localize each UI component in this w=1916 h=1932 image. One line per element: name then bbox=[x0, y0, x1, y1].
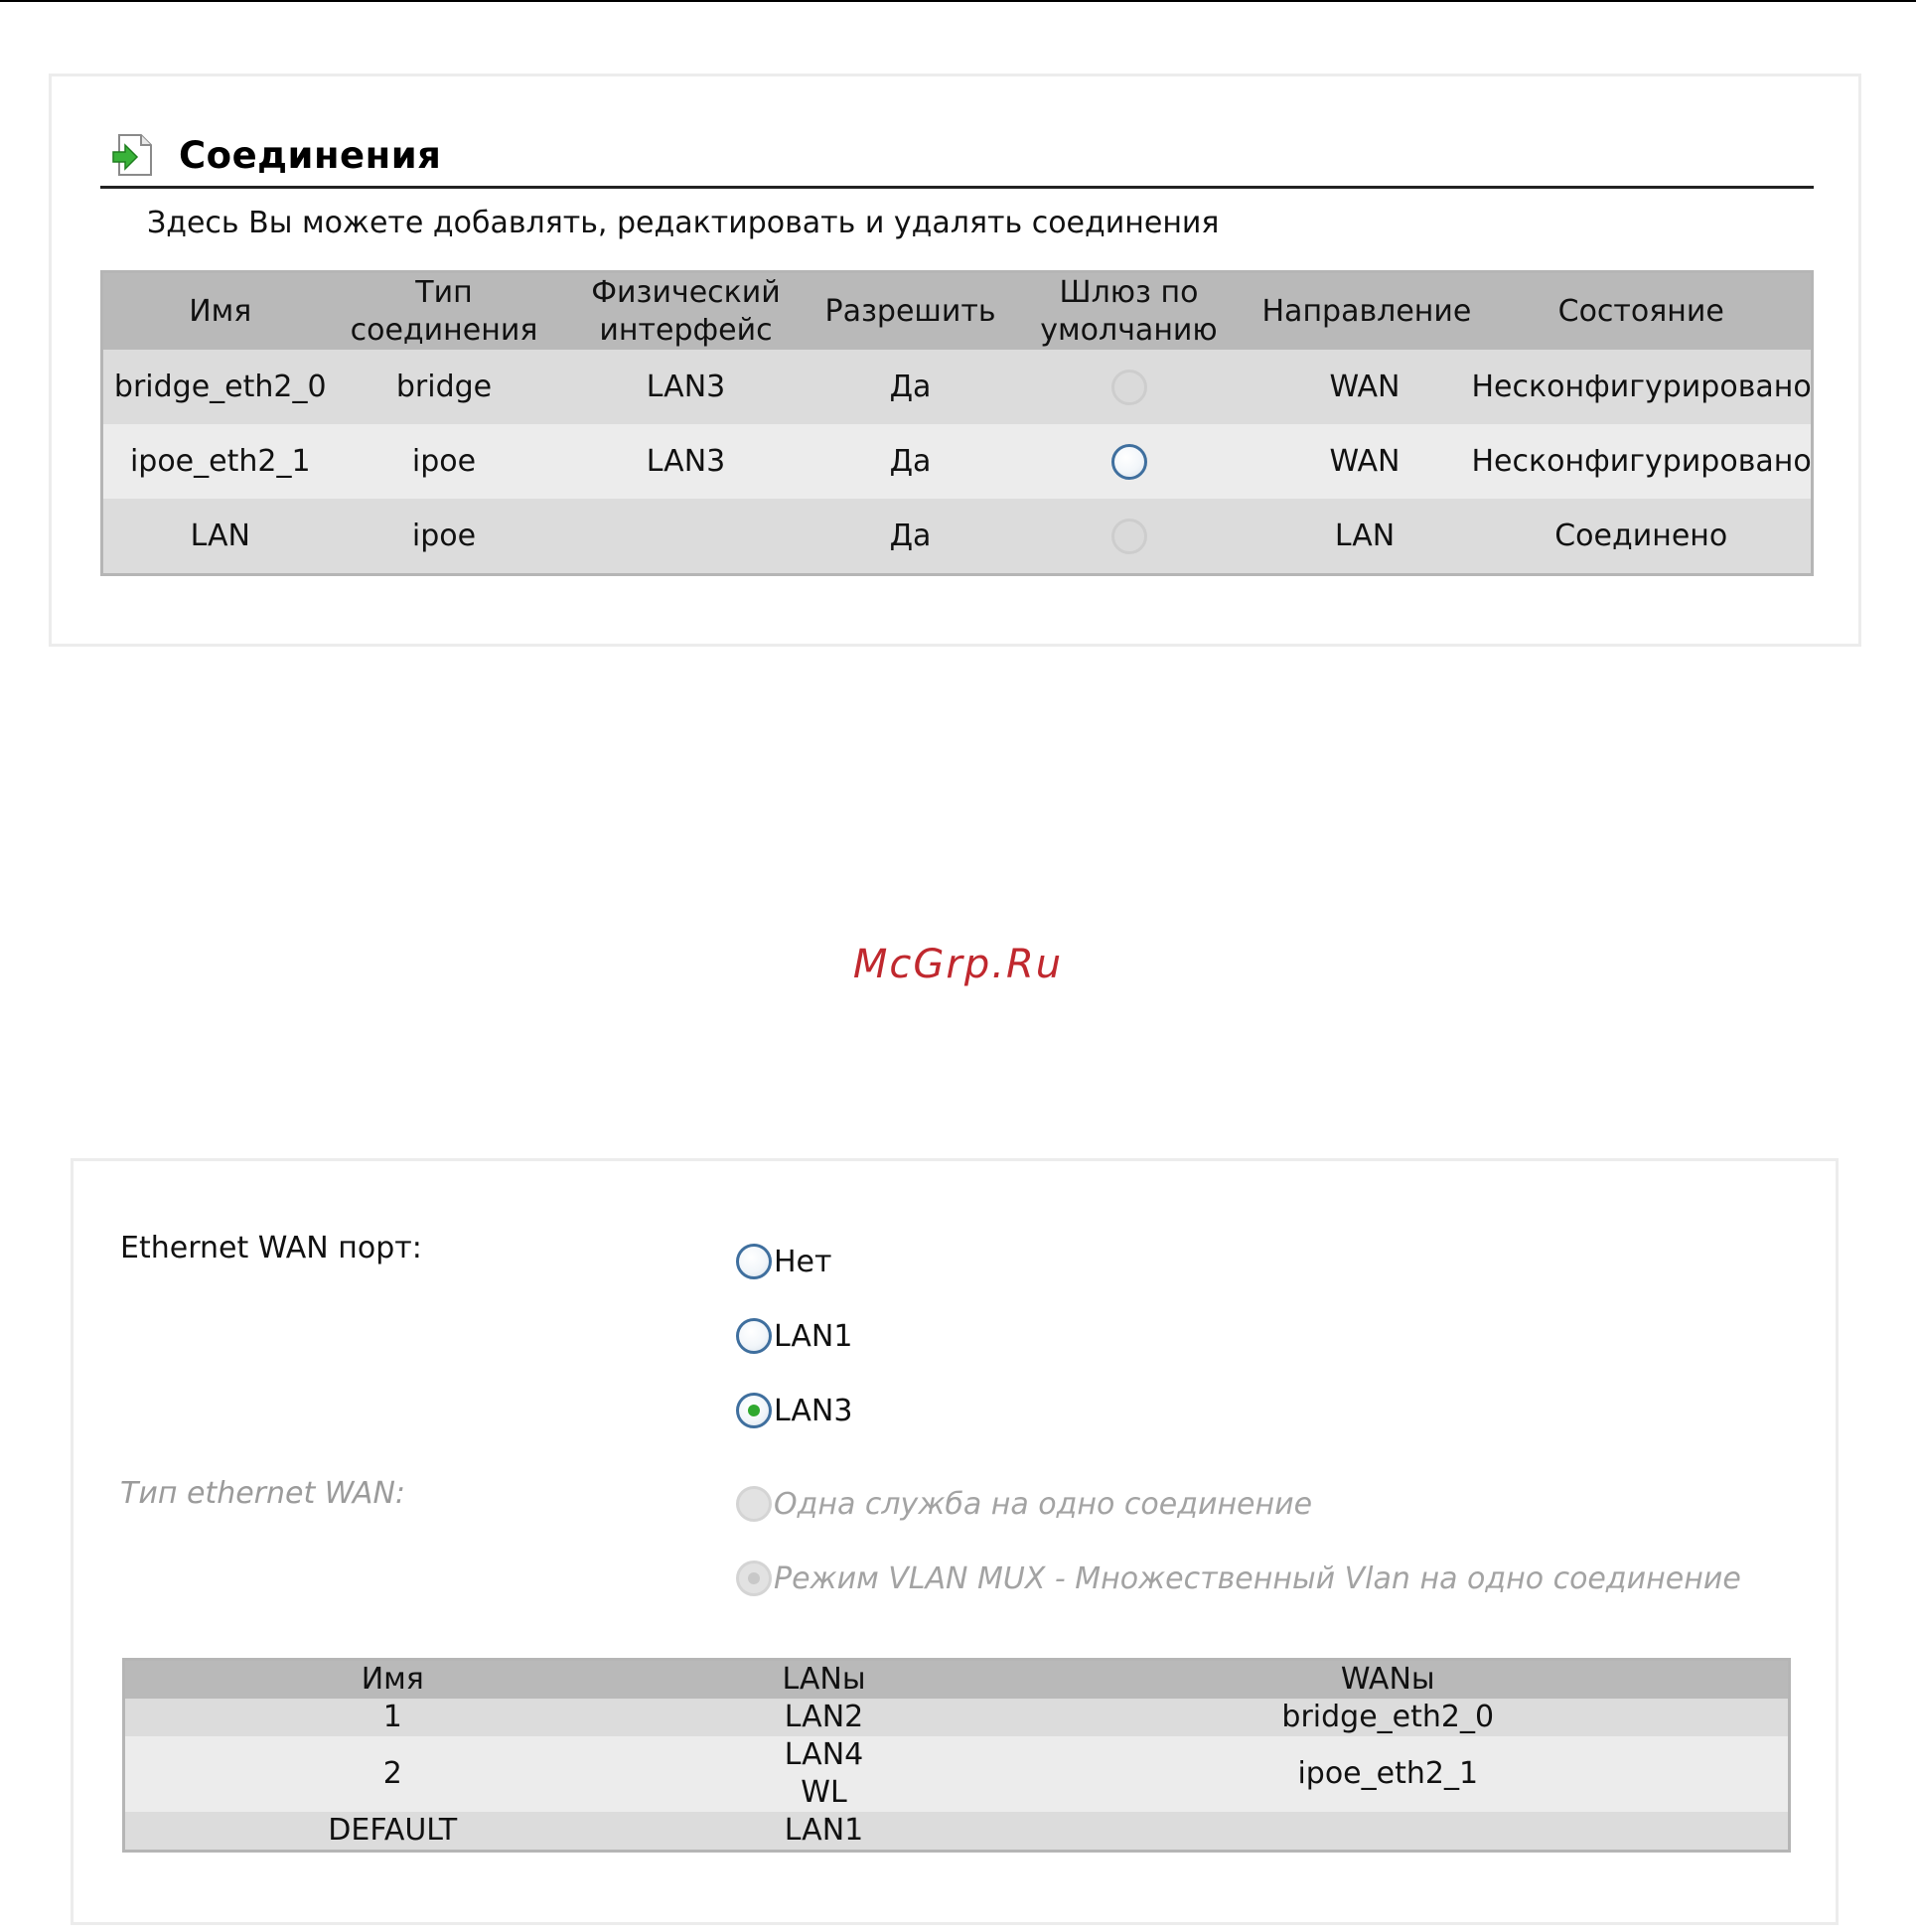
radio-button[interactable] bbox=[736, 1244, 772, 1279]
lans-cell bbox=[661, 1736, 988, 1812]
radio-button bbox=[736, 1560, 772, 1596]
physical-interface: LAN3 bbox=[646, 370, 726, 404]
radio-button[interactable] bbox=[736, 1318, 772, 1354]
page-title: Соединения bbox=[179, 133, 442, 177]
column-header: WANы bbox=[988, 1660, 1790, 1700]
column-header bbox=[338, 272, 551, 351]
enabled-value-cell bbox=[821, 424, 1000, 499]
group-name: DEFAULT bbox=[328, 1813, 458, 1848]
lans-cell bbox=[661, 1699, 988, 1736]
table-row bbox=[124, 1736, 1790, 1812]
column-header-line: Разрешить bbox=[824, 293, 996, 329]
document-arrow-icon bbox=[111, 132, 155, 178]
direction-value-cell bbox=[1258, 499, 1472, 575]
default-gateway-radio bbox=[1111, 370, 1147, 405]
radio-button bbox=[736, 1486, 772, 1522]
top-border bbox=[0, 0, 1916, 2]
wan-panel bbox=[71, 1158, 1839, 1925]
default-gateway-cell bbox=[1000, 499, 1258, 575]
table-row[interactable] bbox=[102, 499, 1813, 575]
wan-value: bridge_eth2_0 bbox=[1281, 1700, 1495, 1734]
table-row bbox=[124, 1812, 1790, 1852]
lans-cell bbox=[661, 1812, 988, 1852]
wan-port-label: Ethernet WAN порт: bbox=[120, 1231, 422, 1265]
connection-name: bridge_eth2_0 bbox=[113, 370, 327, 404]
wan-port-option[interactable] bbox=[736, 1318, 852, 1354]
column-header-line: соединения bbox=[350, 312, 538, 348]
wan-type-option bbox=[736, 1560, 1741, 1596]
direction-value: WAN bbox=[1329, 370, 1400, 404]
wan-port-option[interactable] bbox=[736, 1244, 832, 1279]
direction-value: WAN bbox=[1329, 444, 1400, 479]
connection-name: ipoe_eth2_1 bbox=[129, 444, 311, 479]
page-description: Здесь Вы можете добавлять, редактировать и удалять соединения bbox=[147, 206, 1220, 240]
column-header-line: Имя bbox=[189, 293, 252, 329]
group-name-cell bbox=[124, 1699, 661, 1736]
column-header-line: Шлюз по bbox=[1059, 274, 1199, 310]
table-header-row bbox=[124, 1660, 1790, 1700]
lan-value: LAN1 bbox=[784, 1813, 864, 1848]
status-value-cell bbox=[1472, 350, 1813, 424]
column-header: LANы bbox=[661, 1660, 988, 1700]
column-header-line: Состояние bbox=[1557, 293, 1724, 329]
default-gateway-radio bbox=[1111, 519, 1147, 554]
connection-name: LAN bbox=[190, 519, 250, 553]
column-header: Имя bbox=[124, 1660, 661, 1700]
column-header-line: Физический bbox=[591, 274, 781, 310]
enabled-value-cell bbox=[821, 499, 1000, 575]
group-name: 1 bbox=[382, 1700, 402, 1734]
status-value-cell bbox=[1472, 499, 1813, 575]
physical-interface: LAN3 bbox=[646, 444, 726, 479]
connection-name-cell bbox=[102, 424, 338, 499]
vlan-groups-table bbox=[122, 1658, 1791, 1853]
table-row[interactable] bbox=[102, 424, 1813, 499]
table-header-row bbox=[102, 272, 1813, 351]
column-header bbox=[821, 272, 1000, 351]
table-row bbox=[124, 1699, 1790, 1736]
connection-name-cell bbox=[102, 350, 338, 424]
physical-interface-cell bbox=[551, 424, 821, 499]
column-header-line: Тип bbox=[415, 274, 473, 310]
column-header bbox=[551, 272, 821, 351]
physical-interface-cell bbox=[551, 350, 821, 424]
title-divider bbox=[100, 186, 1814, 189]
enabled-value: Да bbox=[889, 444, 932, 479]
connection-type: ipoe bbox=[411, 444, 477, 479]
column-header-line: Направление bbox=[1261, 293, 1472, 329]
watermark: McGrp.Ru bbox=[852, 942, 1064, 987]
lan-value: LAN4 bbox=[784, 1737, 864, 1772]
default-gateway-radio[interactable] bbox=[1111, 444, 1147, 480]
direction-value-cell bbox=[1258, 350, 1472, 424]
wans-cell bbox=[988, 1812, 1790, 1852]
wan-value: ipoe_eth2_1 bbox=[1297, 1756, 1479, 1791]
enabled-value: Да bbox=[889, 519, 932, 553]
column-header bbox=[1000, 272, 1258, 351]
column-header-line: интерфейс bbox=[599, 312, 773, 348]
wan-type-option-label: Одна служба на одно соединение bbox=[774, 1486, 1313, 1522]
connection-type: bridge bbox=[395, 370, 493, 404]
connections-table bbox=[100, 270, 1814, 576]
default-gateway-cell bbox=[1000, 424, 1258, 499]
lan-value: LAN2 bbox=[784, 1700, 864, 1734]
default-gateway-cell bbox=[1000, 350, 1258, 424]
wans-cell bbox=[988, 1699, 1790, 1736]
column-header-line: умолчанию bbox=[1040, 312, 1218, 348]
wans-cell bbox=[988, 1736, 1790, 1812]
enabled-value: Да bbox=[889, 370, 932, 404]
column-header bbox=[1258, 272, 1472, 351]
wan-port-option[interactable] bbox=[736, 1393, 852, 1428]
connection-type-cell bbox=[338, 350, 551, 424]
direction-value-cell bbox=[1258, 424, 1472, 499]
group-name-cell bbox=[124, 1736, 661, 1812]
connection-type-cell bbox=[338, 499, 551, 575]
group-name-cell bbox=[124, 1812, 661, 1852]
physical-interface-cell bbox=[551, 499, 821, 575]
status-value: Соединено bbox=[1554, 519, 1728, 553]
connection-type-cell bbox=[338, 424, 551, 499]
wan-port-option-label: Нет bbox=[774, 1244, 832, 1279]
table-row[interactable] bbox=[102, 350, 1813, 424]
group-name: 2 bbox=[382, 1756, 402, 1791]
wan-port-option-label: LAN3 bbox=[774, 1393, 853, 1428]
wan-type-option bbox=[736, 1486, 1312, 1522]
radio-button[interactable] bbox=[736, 1393, 772, 1428]
connection-type: ipoe bbox=[411, 519, 477, 553]
wan-type-label: Тип ethernet WAN: bbox=[120, 1476, 406, 1511]
connections-panel bbox=[49, 74, 1861, 647]
column-header bbox=[1472, 272, 1813, 351]
connection-name-cell bbox=[102, 499, 338, 575]
direction-value: LAN bbox=[1334, 519, 1396, 553]
wan-port-option-label: LAN1 bbox=[774, 1318, 853, 1354]
connections-header bbox=[111, 132, 441, 178]
enabled-value-cell bbox=[821, 350, 1000, 424]
status-value: Несконфигурировано bbox=[1471, 370, 1812, 404]
status-value-cell bbox=[1472, 424, 1813, 499]
wan-type-option-label: Режим VLAN MUX - Множественный Vlan на одно соединение bbox=[774, 1560, 1741, 1596]
column-header bbox=[102, 272, 338, 351]
lan-value: WL bbox=[801, 1775, 847, 1810]
status-value: Несконфигурировано bbox=[1471, 444, 1812, 479]
